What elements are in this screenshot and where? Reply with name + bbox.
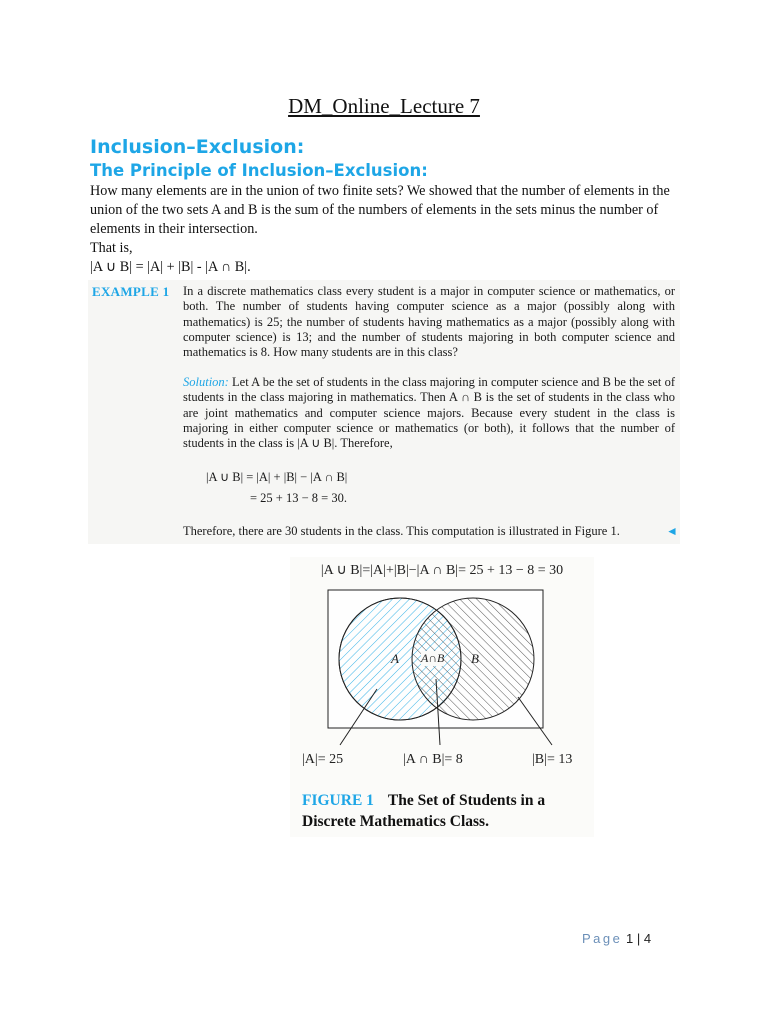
section-subheading: The Principle of Inclusion–Exclusion: bbox=[90, 161, 428, 180]
figure-number: FIGURE 1 bbox=[302, 792, 374, 809]
page-title: DM_Online_Lecture 7 bbox=[288, 94, 480, 118]
example-conclusion: Therefore, there are 30 students in the class. This computation is illustrated in Figure 1. bbox=[183, 524, 620, 538]
example-solution bbox=[183, 375, 675, 451]
figure-venn bbox=[290, 557, 594, 837]
count-intersection: |A ∩ B|= 8 bbox=[403, 752, 463, 767]
count-a: |A|= 25 bbox=[302, 752, 344, 767]
intro-formula: |A ∪ B| = |A| + |B| - |A ∩ B|. bbox=[90, 259, 251, 275]
equation-line-2: = 25 + 13 − 8 = 30. bbox=[250, 491, 347, 505]
end-of-example-icon: ◄ bbox=[666, 524, 678, 538]
figure-caption bbox=[302, 790, 592, 832]
figure-formula: |A ∪ B|=|A|+|B|−|A ∩ B|= 25 + 13 − 8 = 30 bbox=[320, 563, 564, 578]
example-problem: In a discrete mathematics class every student is a major in computer science or mathematics, or both. The number of students having computer science as a major (possibly along with mathematics) is 25; the number of students having mathematics as a major (possibly along with computer science) is 13; and the number of students majoring in both computer science and mathematics is 8. How many students are in this class? bbox=[183, 284, 675, 360]
intro-text bbox=[90, 182, 680, 277]
intro-that-is: That is, bbox=[90, 240, 133, 256]
intro-paragraph: How many elements are in the union of two finite sets? We showed that the number of elements in the union of the two sets A and B is the sum of the numbers of elements in the sets minus the number of elements in their intersection. bbox=[90, 183, 670, 237]
count-b: |B|= 13 bbox=[532, 752, 573, 767]
solution-text: Let A be the set of students in the class majoring in computer science and B be the set of students in the class majoring in mathematics. Then A ∩ B is the set of students in the class who are joint mathematics and computer science majors. Because every student in the class is majoring in either computer science or mathematics (or both), it follows that the number of students in the class is |A ∪ B|. Therefore, bbox=[183, 375, 675, 451]
label-intersection: A∩B bbox=[421, 651, 445, 665]
page-total: 4 bbox=[643, 931, 652, 946]
solution-label: Solution: bbox=[183, 375, 229, 389]
section-heading: Inclusion–Exclusion: bbox=[90, 136, 305, 158]
page-label: Page bbox=[582, 931, 623, 946]
example-box bbox=[88, 280, 680, 544]
label-set-a: A bbox=[391, 651, 399, 666]
page-number: 1 bbox=[626, 931, 634, 946]
example-label: EXAMPLE 1 bbox=[92, 284, 170, 299]
equation-line-1: |A ∪ B| = |A| + |B| − |A ∩ B| bbox=[206, 470, 348, 484]
figure-caption-text: The Set of Students in a Discrete Mathematics Class. bbox=[302, 792, 546, 830]
page-footer: Page 1 | 4 bbox=[582, 931, 652, 946]
label-set-b: B bbox=[471, 651, 479, 666]
